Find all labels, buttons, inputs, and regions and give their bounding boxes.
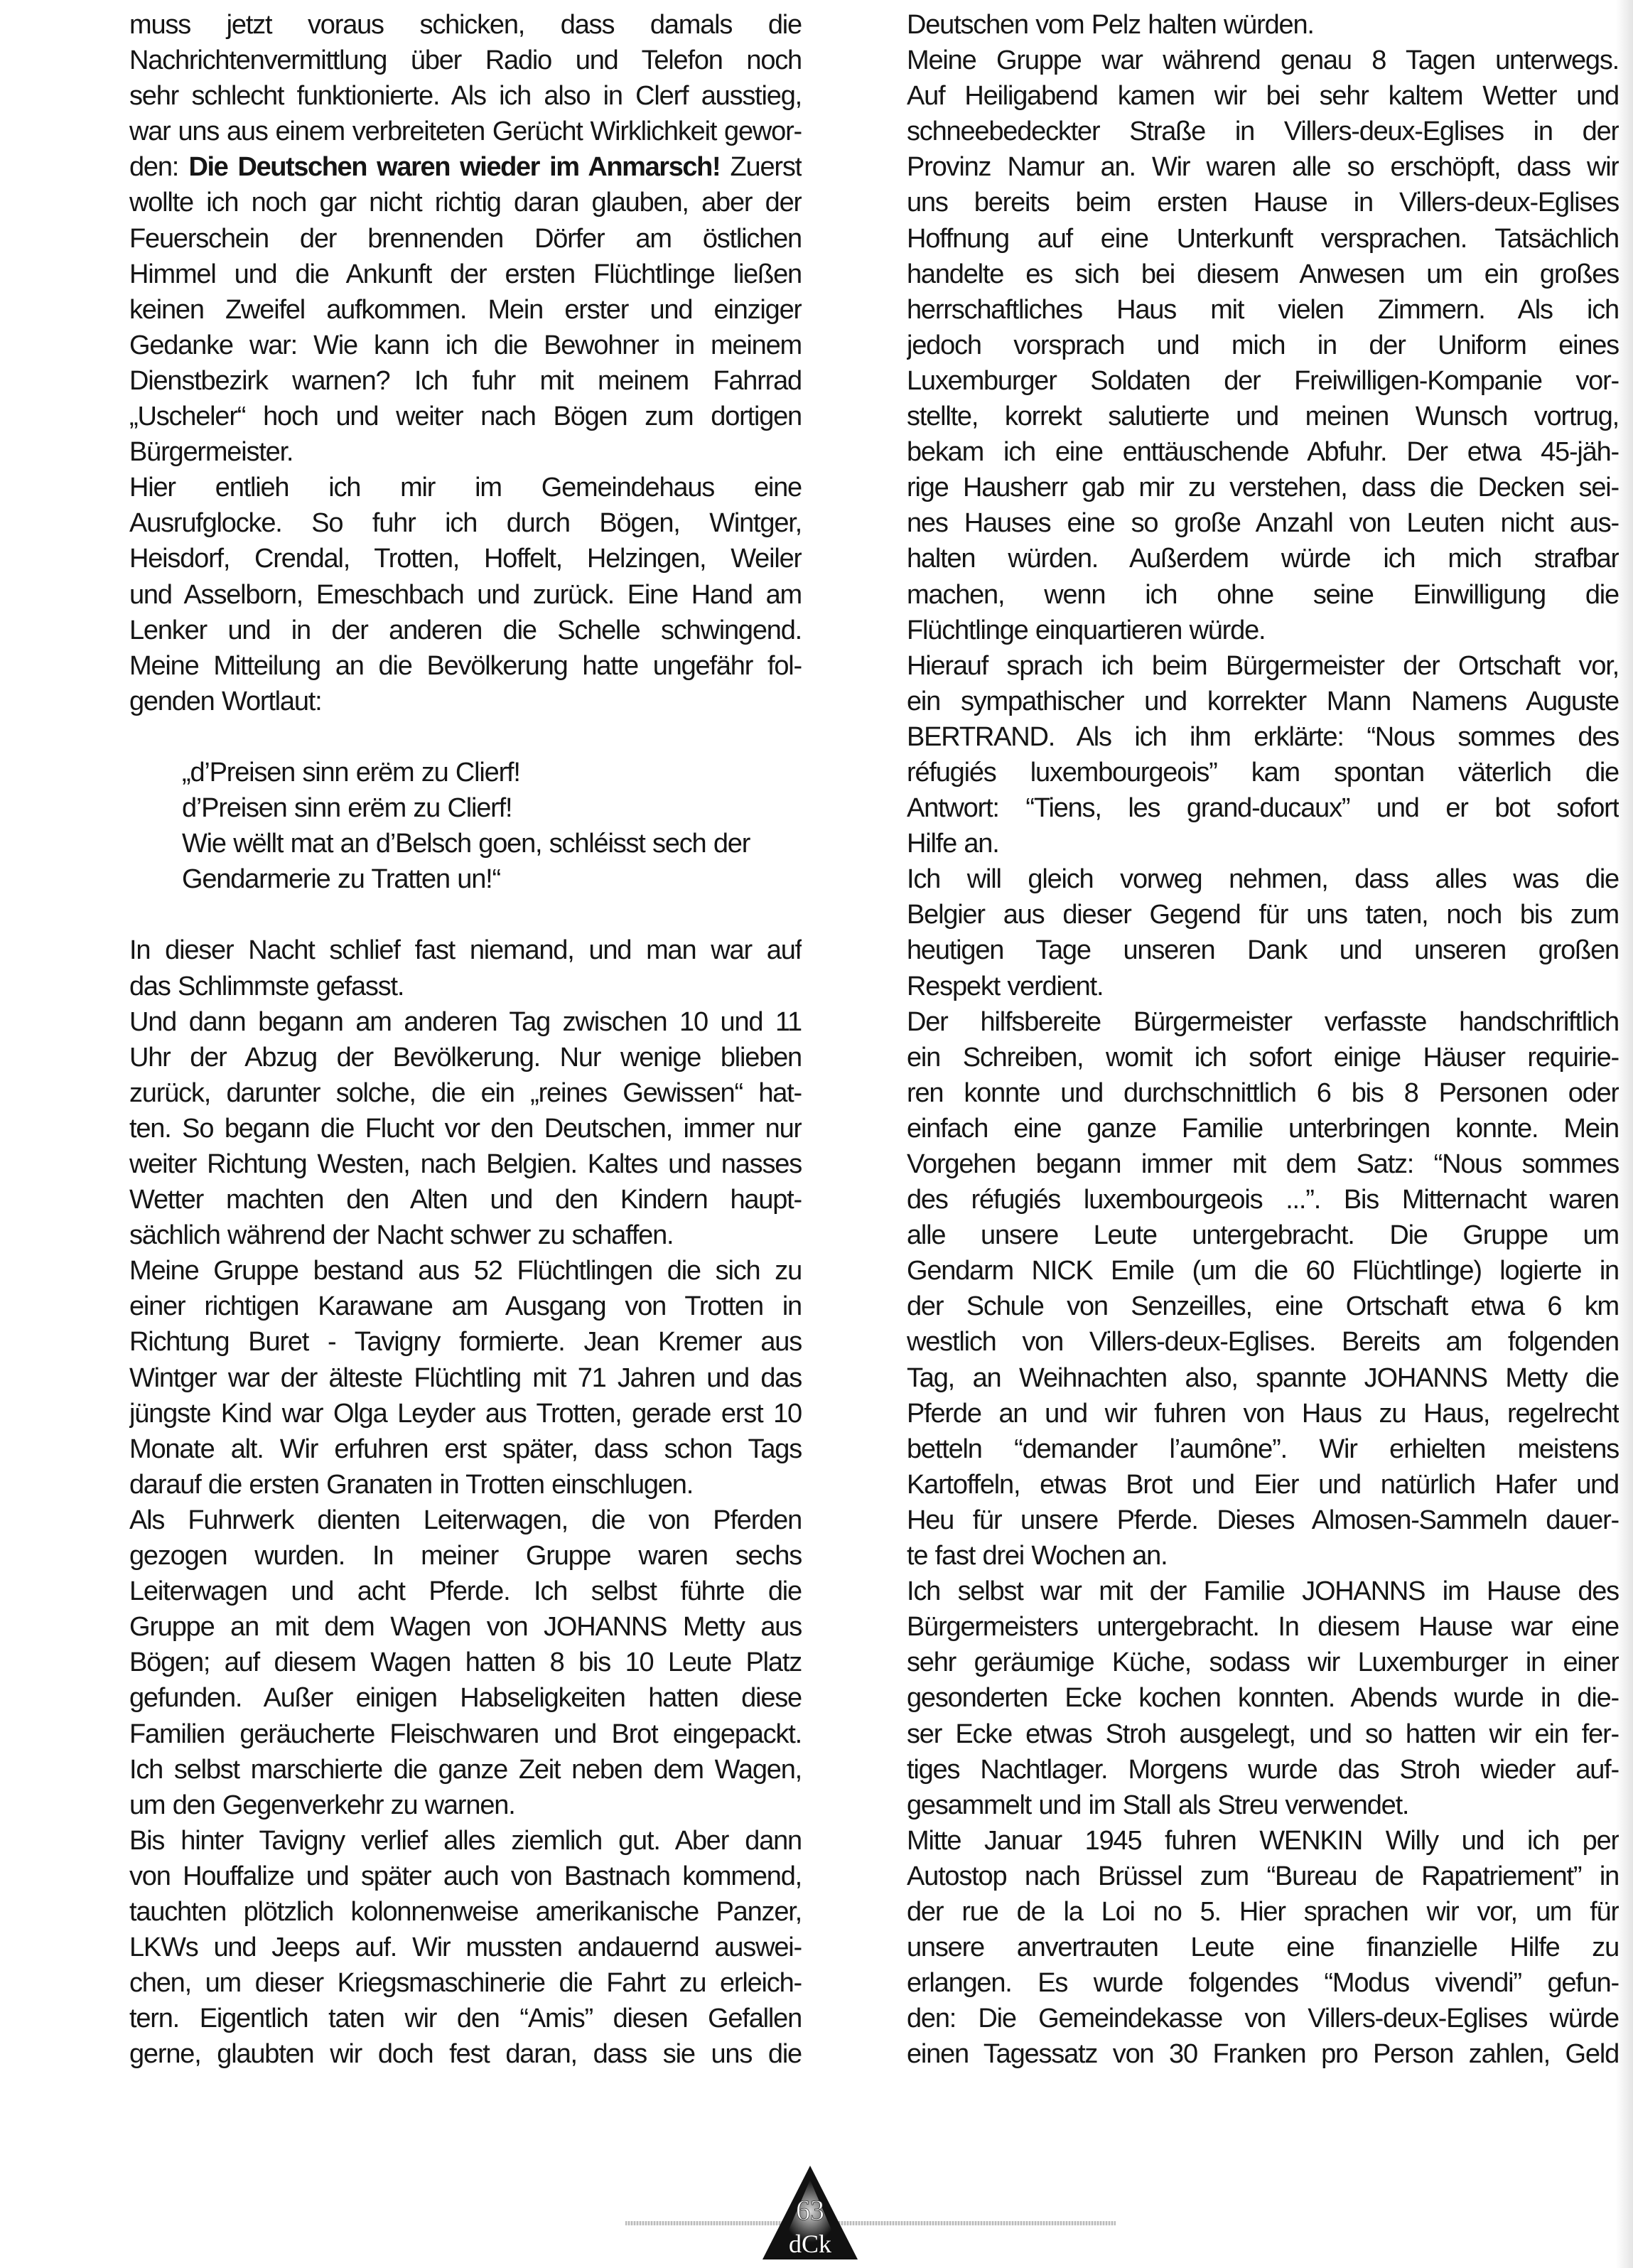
text-line: schneebedeckter Straße in Villers-deux-Eglises in der — [907, 117, 1619, 147]
text-line: Deutschen vom Pelz halten würden. — [907, 10, 1314, 40]
text-line: Nachrichtenvermittlung über Radio und Telefon noch — [129, 45, 802, 76]
text-line: Gendarm NICK Emile (um die 60 Flüchtlinge) logierte in — [907, 1256, 1619, 1286]
verse-line: Wie wëllt mat an d’Belsch goen, schléisst sech der — [182, 829, 750, 859]
verse-line: „d’Preisen sinn erëm zu Clierf! — [182, 757, 520, 788]
text-line: Wintger war der älteste Flüchtling mit 71 Jahren und das — [129, 1363, 802, 1393]
text-line: jedoch vorsprach und mich in der Uniform eines — [907, 330, 1619, 360]
text-line: Hoffnung auf eine Unterkunft versprachen. Tatsächlich — [907, 223, 1619, 254]
text-line: den: Die Gemeindekasse von Villers-deux-Eglises würde — [907, 2004, 1619, 2034]
text-line: Der hilfsbereite Bürgermeister verfasste handschriftlich — [907, 1006, 1619, 1037]
text-line: gerne, glaubten wir doch fest daran, dass sie uns die — [129, 2039, 802, 2070]
text-line: Autostop nach Brüssel zum “Bureau de Rapatriement” in — [907, 1861, 1619, 1891]
text-line: ren konnte und durchschnittlich 6 bis 8 Personen oder — [907, 1077, 1619, 1108]
text-line: Uhr der Abzug der Bevölkerung. Nur wenige blieben — [129, 1042, 802, 1073]
text-segment: den: — [129, 152, 189, 183]
text-line: Luxemburger Soldaten der Freiwilligen-Kompanie vor- — [907, 365, 1619, 396]
verse-line: Gendarmerie zu Tratten un!“ — [182, 864, 500, 895]
footer-rule — [625, 2221, 1116, 2225]
text-line: heutigen Tage unseren Dank und unseren großen — [907, 935, 1619, 966]
text-line: und Asselborn, Emeschbach und zurück. Eine Hand am — [129, 579, 802, 610]
text-line: des réfugiés luxembourgeois ...”. Bis Mitternacht waren — [907, 1185, 1619, 1215]
verse-line: d’Preisen sinn erëm zu Clierf! — [182, 793, 512, 824]
text-line: „Uscheler“ hoch und weiter nach Bögen zum dortigen — [129, 402, 802, 432]
text-line: Gruppe an mit dem Wagen von JOHANNS Metty aus — [129, 1612, 802, 1643]
text-line: Mitte Januar 1945 fuhren WENKIN Willy und ich per — [907, 1825, 1619, 1856]
text-line: Und dann begann am anderen Tag zwischen 10 und 11 — [129, 1006, 802, 1037]
text-line: Bögen; auf diesem Wagen hatten 8 bis 10 Leute Platz — [129, 1648, 802, 1678]
text-line: Richtung Buret - Tavigny formierte. Jean Kremer aus — [129, 1327, 802, 1358]
text-line: ein sympathischer und korrekter Mann Namens Auguste — [907, 686, 1619, 716]
text-line: Meine Gruppe war während genau 8 Tagen unterwegs. — [907, 45, 1619, 76]
text-line: Leiterwagen und acht Pferde. Ich selbst führte die — [129, 1576, 802, 1607]
text-line: unsere anvertrauten Leute eine finanzielle Hilfe zu — [907, 1933, 1619, 1963]
text-line: einen Tagessatz von 30 Franken pro Person zahlen, Geld — [907, 2039, 1619, 2070]
text-line: Hilfe an. — [907, 829, 999, 859]
text-line: weiter Richtung Westen, nach Belgien. Kaltes und nasses — [129, 1149, 802, 1179]
text-line: In dieser Nacht schlief fast niemand, und man war auf — [129, 935, 802, 966]
right-text-column — [907, 7, 1619, 2072]
text-line: Monate alt. Wir erfuhren erst später, dass schon Tags — [129, 1434, 802, 1464]
text-line: Bürgermeisters untergebracht. In diesem Hause war eine — [907, 1612, 1619, 1643]
text-line: ser Ecke etwas Stroh ausgelegt, und so hatten wir ein fer- — [907, 1719, 1619, 1749]
text-line: um den Gegenverkehr zu warnen. — [129, 1790, 515, 1820]
text-line: chen, um dieser Kriegsmaschinerie die Fahrt zu erleich- — [129, 1968, 802, 1999]
text-line: Bürgermeister. — [129, 437, 293, 468]
text-line: herrschaftliches Haus mit vielen Zimmern. Als ich — [907, 294, 1619, 325]
text-line: Ich will gleich vorweg nehmen, dass alles was die — [907, 864, 1619, 895]
text-line: Wetter machten den Alten und den Kindern haupt- — [129, 1185, 802, 1215]
text-line: Vorgehen begann immer mit dem Satz: “Nous sommes — [907, 1149, 1619, 1179]
text-line: zurück, darunter solche, die ein „reines Gewissen“ hat- — [129, 1077, 802, 1108]
text-line: westlich von Villers-deux-Eglises. Bereits am folgenden — [907, 1327, 1619, 1358]
text-line: BERTRAND. Als ich ihm erklärte: “Nous sommes des — [907, 721, 1619, 752]
text-line: gesonderten Ecke kochen konnten. Abends wurde in die- — [907, 1683, 1619, 1714]
text-line: halten würden. Außerdem würde ich mich strafbar — [907, 544, 1619, 574]
text-line: sehr schlecht funktionierte. Als ich also in Clerf ausstieg, — [129, 81, 802, 112]
text-line: sehr geräumige Küche, sodass wir Luxemburger in einer — [907, 1648, 1619, 1678]
text-line: Hierauf sprach ich beim Bürgermeister der Ortschaft vor, — [907, 650, 1619, 681]
text-line: Dienstbezirk warnen? Ich fuhr mit meinem Fahrrad — [129, 365, 802, 396]
text-line: Auf Heiligabend kamen wir bei sehr kaltem Wetter und — [907, 81, 1619, 112]
text-line: einfach eine ganze Familie unterbringen konnte. Mein — [907, 1113, 1619, 1144]
text-line: Heisdorf, Crendal, Trotten, Hoffelt, Helzingen, Weiler — [129, 544, 802, 574]
text-line: bekam ich eine enttäuschende Abfuhr. Der etwa 45-jäh- — [907, 437, 1619, 468]
text-line: handelte es sich bei diesem Anwesen um ein großes — [907, 259, 1619, 289]
page-number: 63 — [796, 2194, 824, 2226]
text-line: Meine Gruppe bestand aus 52 Flüchtlingen die sich zu — [129, 1256, 802, 1286]
text-line: keinen Zweifel aufkommen. Mein erster und einziger — [129, 294, 802, 325]
text-line: erlangen. Es wurde folgendes “Modus vivendi” gefun- — [907, 1968, 1619, 1999]
text-line: Flüchtlinge einquartieren würde. — [907, 615, 1266, 645]
text-line: Antwort: “Tiens, les grand-ducaux” und er bot sofort — [907, 793, 1619, 824]
text-line: muss jetzt voraus schicken, dass damals die — [129, 10, 802, 40]
text-line: tauchten plötzlich kolonnenweise amerikanische Panzer, — [129, 1896, 802, 1927]
text-line: tern. Eigentlich taten wir den “Amis” diesen Gefallen — [129, 2004, 802, 2034]
text-line: Ausrufglocke. So fuhr ich durch Bögen, Wintger, — [129, 508, 802, 539]
text-line: einer richtigen Karawane am Ausgang von Trotten in — [129, 1291, 802, 1322]
bold-headline-text: Die Deutschen waren wieder im Anmarsch! — [188, 152, 721, 183]
text-line: ten. So begann die Flucht vor den Deutschen, immer nur — [129, 1113, 802, 1144]
text-line: Himmel und die Ankunft der ersten Flüchtlinge ließen — [129, 259, 802, 289]
text-line: stellte, korrekt salutierte und meinen Wunsch vortrug, — [907, 402, 1619, 432]
text-line: von Houffalize und später auch von Bastnach kommend, — [129, 1861, 802, 1891]
text-line: machen, wenn ich ohne seine Einwilligung die — [907, 579, 1619, 610]
text-line: der rue de la Loi no 5. Hier sprachen wir vor, um für — [907, 1896, 1619, 1927]
text-line: gesammelt und im Stall als Streu verwendet. — [907, 1790, 1409, 1820]
text-line: rige Hausherr gab mir zu verstehen, dass die Decken sei- — [907, 473, 1619, 503]
text-line: alle unsere Leute untergebracht. Die Gruppe um — [907, 1220, 1619, 1251]
text-line: réfugiés luxembourgeois” kam spontan väterlich die — [907, 757, 1619, 788]
text-line: das Schlimmste gefasst. — [129, 971, 404, 1001]
text-line: Ich selbst war mit der Familie JOHANNS im Hause des — [907, 1576, 1619, 1607]
text-line: Tag, an Weihnachten also, spannte JOHANNS Metty die — [907, 1363, 1619, 1393]
text-line: Familien geräucherte Fleischwaren und Brot eingepackt. — [129, 1719, 802, 1749]
text-line: te fast drei Wochen an. — [907, 1541, 1168, 1571]
logo-text: dCk — [788, 2230, 832, 2258]
text-line: Feuerschein der brennenden Dörfer am östlichen — [129, 223, 802, 254]
text-line: Heu für unsere Pferde. Dieses Almosen-Sammeln dauer- — [907, 1505, 1619, 1535]
text-line: uns bereits beim ersten Hause in Villers-deux-Eglises — [907, 188, 1619, 218]
text-line: Meine Mitteilung an die Bevölkerung hatte ungefähr fol- — [129, 650, 802, 681]
text-line: Ich selbst marschierte die ganze Zeit neben dem Wagen, — [129, 1754, 802, 1785]
text-line: Pferde an und wir fuhren von Haus zu Haus, regelrecht — [907, 1398, 1619, 1429]
text-line: war uns aus einem verbreiteten Gerücht Wirklichkeit gewor- — [129, 117, 802, 147]
text-line: Als Fuhrwerk dienten Leiterwagen, die von Pferden — [129, 1505, 802, 1535]
text-line: Lenker und in der anderen die Schelle schwingend. — [129, 615, 802, 645]
text-line: der Schule von Senzeilles, eine Ortschaft etwa 6 km — [907, 1291, 1619, 1322]
text-line: Respekt verdient. — [907, 971, 1104, 1001]
text-line: Hier entlieh ich mir im Gemeindehaus eine — [129, 473, 802, 503]
text-line: gezogen wurden. In meiner Gruppe waren sechs — [129, 1541, 802, 1571]
text-line: Bis hinter Tavigny verlief alles ziemlich gut. Aber dann — [129, 1825, 802, 1856]
text-line: ein Schreiben, womit ich sofort einige Häuser requirie- — [907, 1042, 1619, 1073]
text-segment: Zuerst — [720, 152, 802, 183]
text-line: gefunden. Außer einigen Habseligkeiten hatten diese — [129, 1683, 802, 1714]
text-line: betteln “demander l’aumône”. Wir erhielten meistens — [907, 1434, 1619, 1464]
text-line: jüngste Kind war Olga Leyder aus Trotten, gerade erst 10 — [129, 1398, 802, 1429]
text-line: wollte ich noch gar nicht richtig daran glauben, aber der — [129, 188, 802, 218]
text-line: nes Hauses eine so große Anzahl von Leuten nicht aus- — [907, 508, 1619, 539]
text-line: Provinz Namur an. Wir waren alle so erschöpft, dass wir — [907, 152, 1619, 183]
text-line: sächlich während der Nacht schwer zu schaffen. — [129, 1220, 674, 1251]
text-line: Belgier aus dieser Gegend für uns taten, noch bis zum — [907, 900, 1619, 930]
left-text-column — [129, 7, 802, 2072]
text-line — [129, 149, 802, 185]
text-line: darauf die ersten Granaten in Trotten einschlugen. — [129, 1469, 694, 1500]
text-line: Kartoffeln, etwas Brot und Eier und natürlich Hafer und — [907, 1469, 1619, 1500]
text-line: LKWs und Jeeps auf. Wir mussten andauernd auswei- — [129, 1933, 802, 1963]
text-line: Gedanke war: Wie kann ich die Bewohner in meinem — [129, 330, 802, 360]
text-line: genden Wortlaut: — [129, 686, 322, 716]
page-number-logo — [760, 2164, 860, 2261]
blank-line — [129, 897, 802, 933]
text-line: tiges Nachtlager. Morgens wurde das Stroh wieder auf- — [907, 1754, 1619, 1785]
blank-line — [129, 719, 802, 755]
